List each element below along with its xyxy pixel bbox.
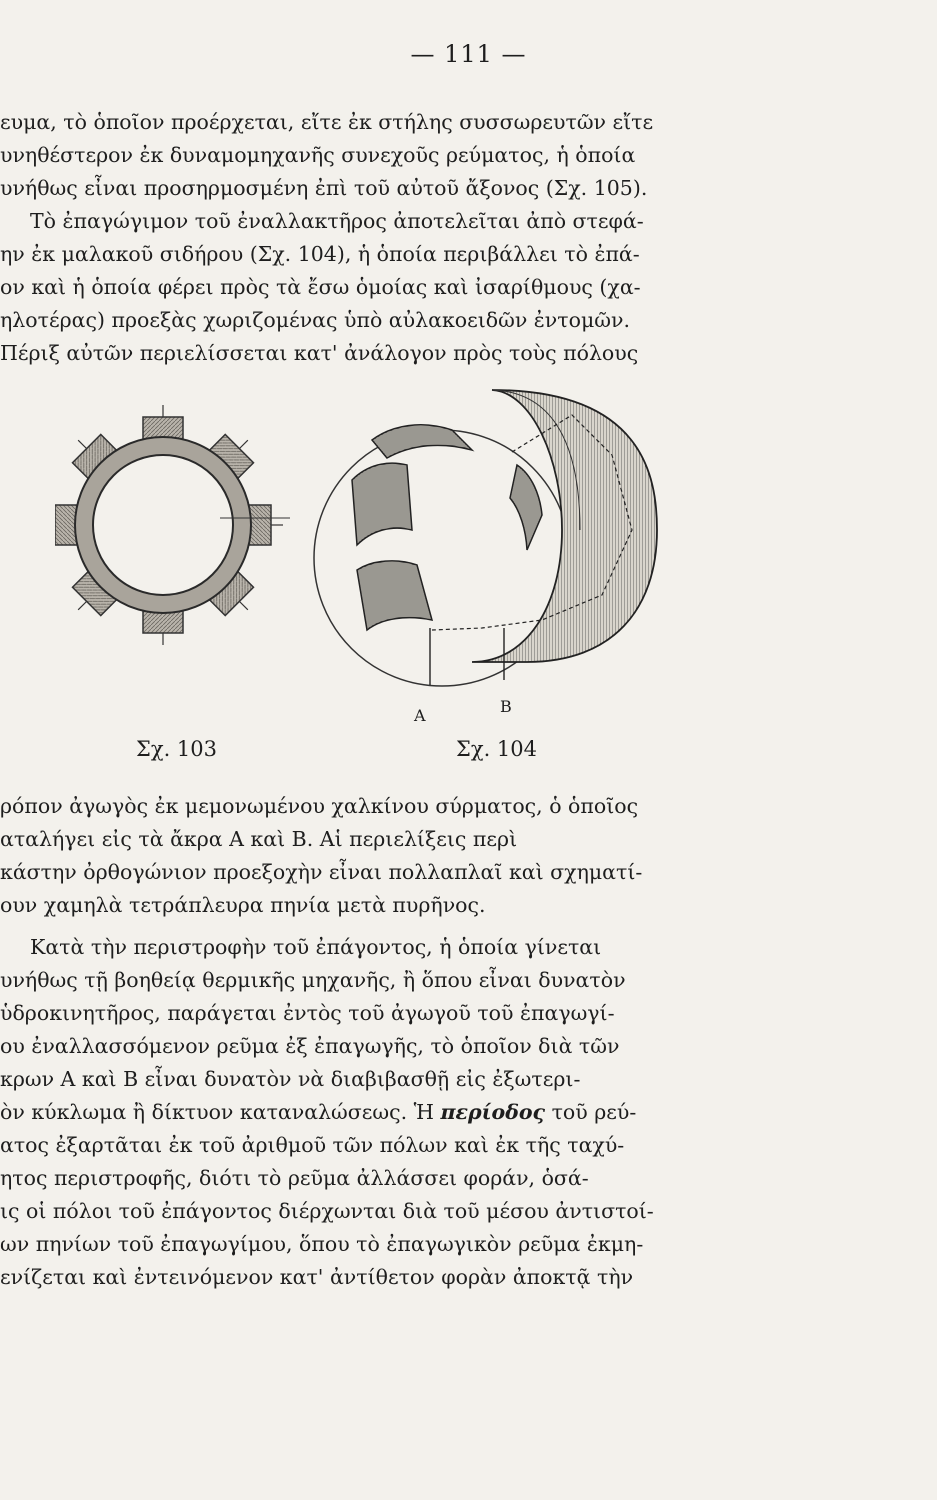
pole-block — [247, 505, 283, 545]
text-line: ην ἐκ μαλακοῦ σιδήρου (Σχ. 104), ἡ ὁποία περιβάλλει τὸ ἐπά- — [0, 242, 640, 266]
text-line: Πέριξ αὐτῶν περιελίσσεται κατ' ἀνάλογον πρὸς τοὺς πόλους — [0, 341, 639, 365]
text-line: ευμα, τὸ ὁποῖον προέρχεται, εἴτε ἐκ στήλης συσσωρευτῶν εἴτε — [0, 110, 654, 134]
figure-103-caption: Σχ. 103 — [136, 737, 218, 761]
pole-block — [143, 609, 183, 645]
coil — [352, 463, 412, 545]
text-line: ὑδροκινητῆρος, παράγεται ἐντὸς τοῦ ἀγωγοῦ τοῦ ἐπαγωγί- — [0, 1001, 615, 1025]
text-line: ουν χαμηλὰ τετράπλευρα πηνία μετὰ πυρῆνος. — [0, 893, 486, 917]
text-line: ητος περιστροφῆς, διότι τὸ ρεῦμα ἀλλάσσει φοράν, ὁσά- — [0, 1166, 589, 1190]
text-line: ηλοτέρας) προεξὰς χωριζομένας ὑπὸ αὐλακοειδῶν ἐντομῶν. — [0, 308, 630, 332]
pole-block — [143, 405, 183, 441]
text-line: Κατὰ τὴν περιστροφὴν τοῦ ἐπάγοντος, ἡ ὁποία γίνεται — [30, 935, 602, 959]
text-segment: ὸν κύκλωμα ἢ δίκτυον καταναλώσεως. Ἡ — [0, 1100, 434, 1124]
text-line: αταλήγει εἰς τὰ ἄκρα Α καὶ Β. Αἱ περιελίξεις περὶ — [0, 827, 518, 851]
coil — [510, 465, 542, 550]
text-line: ρόπον ἀγωγὸς ἐκ μεμονωμένου χαλκίνου σύρματος, ὁ ὁποῖος — [0, 794, 639, 818]
text-line: ατος ἐξαρτᾶται ἐκ τοῦ ἀριθμοῦ τῶν πόλων καὶ ἐκ τῆς ταχύ- — [0, 1133, 625, 1157]
terminal-a-label: A — [414, 706, 426, 725]
inner-bore — [93, 455, 233, 595]
text-line — [0, 1097, 636, 1127]
text-line: ενίζεται καὶ ἐντεινόμενον κατ' ἀντίθετον φορὰν ἀποκτᾷ τὴν — [0, 1265, 634, 1289]
text-line: υνηθέστερον ἐκ δυναμομηχανῆς συνεχοῦς ρεύματος, ἡ ὁποία — [0, 143, 636, 167]
text-line: ις οἱ πόλοι τοῦ ἐπάγοντος διέρχωνται διὰ τοῦ μέσου ἀντιστοί- — [0, 1199, 654, 1223]
coil — [357, 561, 432, 630]
text-line: κρων Α καὶ Β εἶναι δυνατὸν νὰ διαβιβασθῇ εἰς ἐξωτερι- — [0, 1067, 581, 1091]
text-segment: τοῦ ρεύ- — [551, 1100, 637, 1124]
text-line: ων πηνίων τοῦ ἐπαγωγίμου, ὅπου τὸ ἐπαγωγικὸν ρεῦμα ἐκμη- — [0, 1232, 644, 1256]
text-line: κάστην ὀρθογώνιον προεξοχὴν εἶναι πολλαπλαῖ καὶ σχηματί- — [0, 860, 643, 884]
text-line: υνήθως εἶναι προσηρμοσμένη ἐπὶ τοῦ αὐτοῦ ἄξονος (Σχ. 105). — [0, 176, 648, 200]
figure-104-caption: Σχ. 104 — [456, 737, 538, 761]
figure-103-stator-ring — [55, 400, 290, 670]
coil — [372, 425, 472, 458]
emphasized-term: περίοδος — [440, 1100, 546, 1124]
text-line: ου ἐναλλασσόμενον ρεῦμα ἐξ ἐπαγωγῆς, τὸ ὁποῖον διὰ τῶν — [0, 1034, 620, 1058]
figure-104-armature-ring — [312, 380, 712, 710]
text-line: υνήθως τῇ βοηθείᾳ θερμικῆς μηχανῆς, ἢ ὅπου εἶναι δυνατὸν — [0, 968, 626, 992]
page-number: — 111 — — [410, 40, 527, 68]
terminal-b-label: B — [500, 697, 512, 716]
text-line: Τὸ ἐπαγώγιμον τοῦ ἐναλλακτῆρος ἀποτελεῖται ἀπὸ στεφά- — [30, 209, 644, 233]
cylinder-shell — [472, 390, 657, 662]
text-line: ον καὶ ἡ ὁποία φέρει πρὸς τὰ ἔσω ὁμοίας καὶ ἰσαρίθμους (χα- — [0, 275, 641, 299]
